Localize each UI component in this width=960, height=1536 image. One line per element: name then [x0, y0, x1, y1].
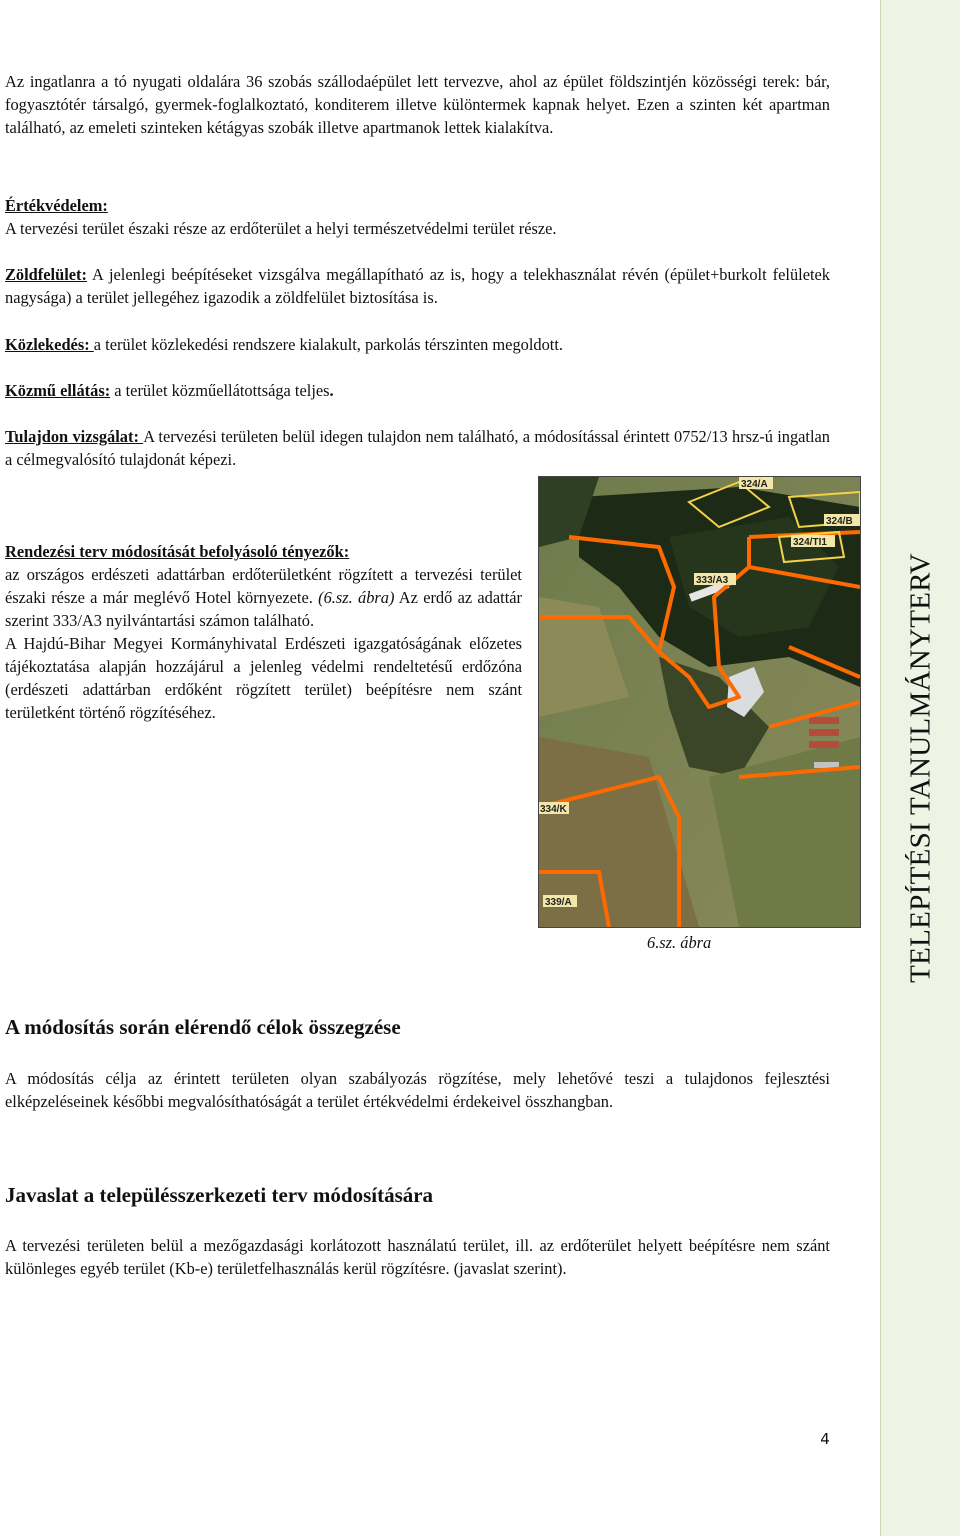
parcel-label-339a: 339/A [545, 897, 572, 908]
figure-reference: (6.sz. ábra) [318, 588, 395, 607]
zoldfelulet-paragraph [5, 263, 830, 309]
side-banner [880, 0, 960, 1536]
kozmu-heading: Közmű ellátás: [5, 381, 111, 400]
javaslat-heading: Javaslat a településszerkezeti terv módosítására [5, 1183, 434, 1207]
celok-paragraph [5, 1067, 830, 1113]
javaslat-text: A tervezési területen belül a mezőgazdasági korlátozott használatú terület, ill. az erdőterület helyett beépítésre nem szánt különleges egyéb terület (Kb-e) területfelhasználás kerül rögzítésre. (javaslat szerint). [5, 1236, 830, 1278]
kozlekedes-text: a terület közlekedési rendszere kialakult, parkolás térszinten megoldott. [93, 335, 563, 354]
zoldfelulet-text: A jelenlegi beépítéseket vizsgálva megállapítható az is, hogy a telekhasználat révén (épület+burkolt felületek nagysága) a terület jellegéhez igazodik a zöldfelület biztosítása is. [5, 265, 830, 307]
rendezesi-text-1: az országos erdészeti adattárban erdőterületként rögzített a tervezési terület északi része a már meglévő Hotel környezete. [5, 565, 522, 607]
parcel-label-324a: 324/A [741, 479, 768, 490]
kozmu-period: . [329, 381, 334, 400]
ertekvedelem-text: A tervezési terület északi része az erdőterület a helyi természetvédelmi terület része. [5, 219, 557, 238]
rendezesi-text-2: Az erdő az adattár szerint 333/A3 nyilvántartási számon található. [5, 588, 522, 630]
rendezesi-text-3: A Hajdú-Bihar Megyei Kormányhivatal Erdészeti igazgatóságának előzetes tájékoztatása alapján hozzájárul a jelenleg védelmi rendeltetésű erdőzóna (erdészeti adattárban erdőként rögzített terület) beépítésre nem szánt területként történő rögzítéséhez. [5, 634, 522, 722]
tulajdon-paragraph [5, 425, 830, 471]
tulajdon-heading: Tulajdon vizsgálat: [5, 427, 144, 446]
figure-caption [647, 933, 711, 953]
page-number: 4 [820, 1430, 830, 1448]
ertekvedelem-paragraph [5, 194, 830, 240]
javaslat-paragraph [5, 1234, 830, 1280]
parcel-label-324ti1: 324/TI1 [793, 537, 827, 548]
aerial-map-image [539, 477, 860, 927]
intro-paragraph [5, 70, 830, 139]
celok-text: A módosítás célja az érintett területen olyan szabályozás rögzítése, mely lehetővé teszi a tulajdonos fejlesztési elképzeléseinek későbbi megvalósíthatóságát a terület értékvédelmi érdekeivel összhangban. [5, 1069, 830, 1111]
rendezesi-heading: Rendezési terv módosítását befolyásoló tényezők: [5, 542, 350, 561]
parcel-label-333a3: 333/A3 [696, 575, 729, 586]
kozmu-paragraph [5, 379, 830, 402]
kozlekedes-heading: Közlekedés: [5, 335, 94, 354]
parcel-label-334k: 334/K [540, 804, 567, 815]
figure-caption-text: 6.sz. ábra [647, 933, 712, 952]
ertekvedelem-heading: Értékvédelem: [5, 196, 108, 215]
zoldfelulet-heading: Zöldfelület: [5, 265, 87, 284]
intro-text: Az ingatlanra a tó nyugati oldalára 36 szobás szállodaépület lett tervezve, ahol az épület földszintjén közösségi terek: bár, fogyasztótér társalgó, gyermek-foglalkoztató, konditerem illetve különtermek kapnak helyet. Ezen a szinten két apartman található, az emeleti szinteken kétágyas szobák illetve apartmanok lettek kialakítva. [5, 72, 830, 137]
celok-heading: A módosítás során elérendő célok összegzése [5, 1015, 401, 1039]
parcel-label-324b: 324/B [826, 516, 853, 527]
tulajdon-text: A tervezési területen belül idegen tulajdon nem található, a módosítással érintett 0752/13 hrsz-ú ingatlan a célmegvalósító tulajdonát képezi. [5, 427, 830, 469]
kozlekedes-paragraph [5, 333, 830, 356]
kozmu-text: a terület közműellátottsága teljes [110, 381, 330, 400]
side-banner-title: TELEPÍTÉSI TANULMÁNYTERV [904, 553, 937, 983]
aerial-map-figure [538, 476, 861, 928]
rendezesi-paragraph [5, 540, 522, 724]
